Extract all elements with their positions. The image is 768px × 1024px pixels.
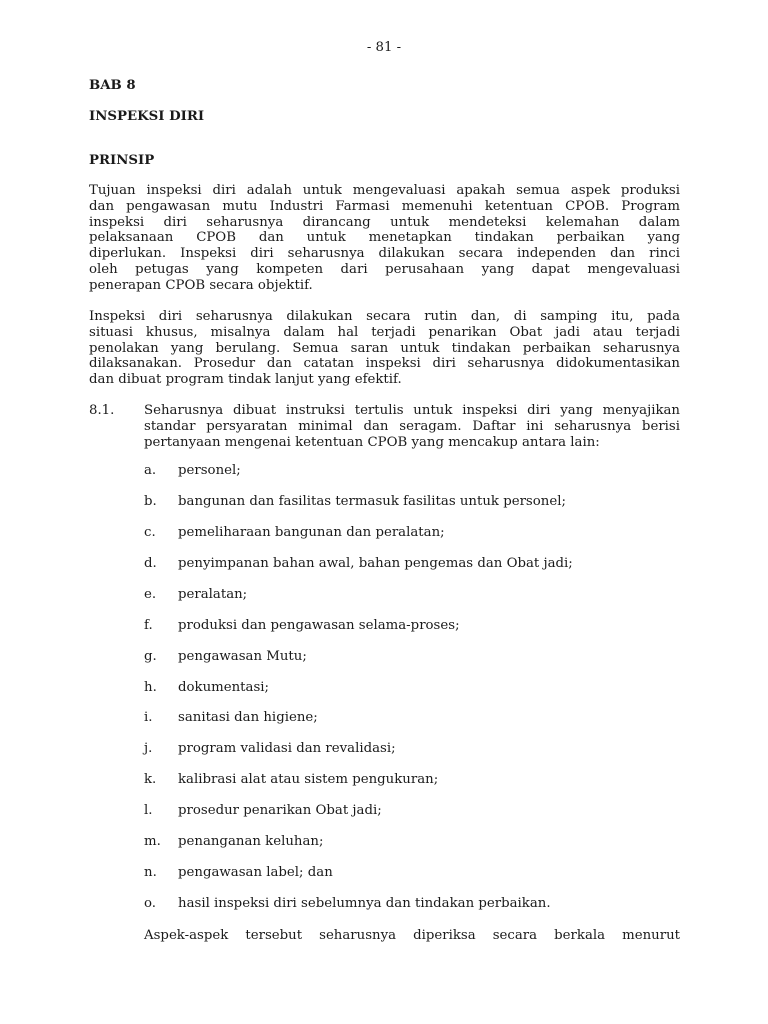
list-item xyxy=(144,587,680,603)
list-letter: b. xyxy=(144,494,157,509)
list-item xyxy=(144,680,680,696)
paragraph-line: dilaksanakan. Prosedur dan catatan inspeksi diri seharusnya didokumentasikan xyxy=(89,356,680,372)
list-item xyxy=(144,834,680,850)
list-item xyxy=(144,896,680,912)
list-item xyxy=(144,649,680,665)
paragraph-line: inspeksi diri seharusnya dirancang untuk mendeteksi kelemahan dalam xyxy=(89,214,680,230)
list-item xyxy=(144,803,680,819)
list-text: pengawasan label; dan xyxy=(178,865,333,880)
list-text: pemeliharaan bangunan dan peralatan; xyxy=(178,525,445,540)
list-text: hasil inspeksi diri sebelumnya dan tindakan perbaikan. xyxy=(178,896,551,911)
paragraph-line: oleh petugas yang kompeten dari perusahaan yang dapat mengevaluasi xyxy=(89,261,680,277)
list-letter: g. xyxy=(144,649,157,664)
list-text: peralatan; xyxy=(178,587,248,602)
clause-number: 8.1. xyxy=(89,403,115,418)
paragraph-line: dan pengawasan mutu Industri Farmasi memenuhi ketentuan CPOB. Program xyxy=(89,198,680,214)
list-item xyxy=(144,525,680,541)
list-letter: a. xyxy=(144,463,157,478)
paragraph-line: Tujuan inspeksi diri adalah untuk mengevaluasi apakah semua aspek produksi xyxy=(89,183,680,198)
list-text: penanganan keluhan; xyxy=(178,834,324,849)
clause-line: pertanyaan mengenai ketentuan CPOB yang mencakup antara lain: xyxy=(144,434,600,450)
list-letter: i. xyxy=(144,710,153,725)
list-item xyxy=(144,556,680,572)
chapter-title: INSPEKSI DIRI xyxy=(89,109,205,124)
paragraph-line: penerapan CPOB secara objektif. xyxy=(89,277,313,293)
closing-line: Aspek-aspek tersebut seharusnya diperiksa secara berkala menurut xyxy=(144,928,680,943)
paragraph-purpose xyxy=(89,183,680,294)
list-item xyxy=(144,865,680,881)
list-letter: l. xyxy=(144,803,153,818)
list-letter: m. xyxy=(144,834,161,849)
list-item xyxy=(144,463,680,479)
list-letter: f. xyxy=(144,618,153,633)
list-letter: h. xyxy=(144,680,157,695)
list-text: bangunan dan fasilitas termasuk fasilitas untuk personel; xyxy=(178,494,566,509)
list-item xyxy=(144,618,680,634)
page-number: - 81 - xyxy=(366,40,402,55)
clause-line: Seharusnya dibuat instruksi tertulis untuk inspeksi diri yang menyajikan xyxy=(144,403,680,418)
chapter-number: BAB 8 xyxy=(89,78,136,93)
list-letter: o. xyxy=(144,896,156,911)
section-title: PRINSIP xyxy=(89,153,155,168)
paragraph-line: Inspeksi diri seharusnya dilakukan secara rutin dan, di samping itu, pada xyxy=(89,309,680,324)
list-text: program validasi dan revalidasi; xyxy=(178,741,396,756)
paragraph-line: diperlukan. Inspeksi diri seharusnya dilakukan secara independen dan rinci xyxy=(89,246,680,262)
list-letter: k. xyxy=(144,772,157,787)
clause-text xyxy=(144,403,680,450)
clause-line: standar persyaratan minimal dan seragam. Daftar ini seharusnya berisi xyxy=(144,418,680,434)
list-letter: c. xyxy=(144,525,156,540)
list-item xyxy=(144,741,680,757)
paragraph-line: situasi khusus, misalnya dalam hal terjadi penarikan Obat jadi atau terjadi xyxy=(89,324,680,340)
paragraph-routine xyxy=(89,309,680,388)
paragraph-line: penolakan yang berulang. Semua saran untuk tindakan perbaikan seharusnya xyxy=(89,340,680,356)
list-text: kalibrasi alat atau sistem pengukuran; xyxy=(178,772,439,787)
list-text: pengawasan Mutu; xyxy=(178,649,307,664)
list-letter: e. xyxy=(144,587,157,602)
list-item xyxy=(144,710,680,726)
list-text: sanitasi dan higiene; xyxy=(178,710,318,725)
list-text: produksi dan pengawasan selama-proses; xyxy=(178,618,460,633)
list-text: dokumentasi; xyxy=(178,680,270,695)
list-item xyxy=(144,772,680,788)
paragraph-line: dan dibuat program tindak lanjut yang efektif. xyxy=(89,372,402,388)
list-text: personel; xyxy=(178,463,241,478)
paragraph-line: pelaksanaan CPOB dan untuk menetapkan tindakan perbaikan yang xyxy=(89,230,680,246)
list-letter: d. xyxy=(144,556,157,571)
list-text: prosedur penarikan Obat jadi; xyxy=(178,803,382,818)
list-item xyxy=(144,494,680,510)
list-letter: j. xyxy=(144,741,153,756)
list-letter: n. xyxy=(144,865,157,880)
list-text: penyimpanan bahan awal, bahan pengemas dan Obat jadi; xyxy=(178,556,573,571)
